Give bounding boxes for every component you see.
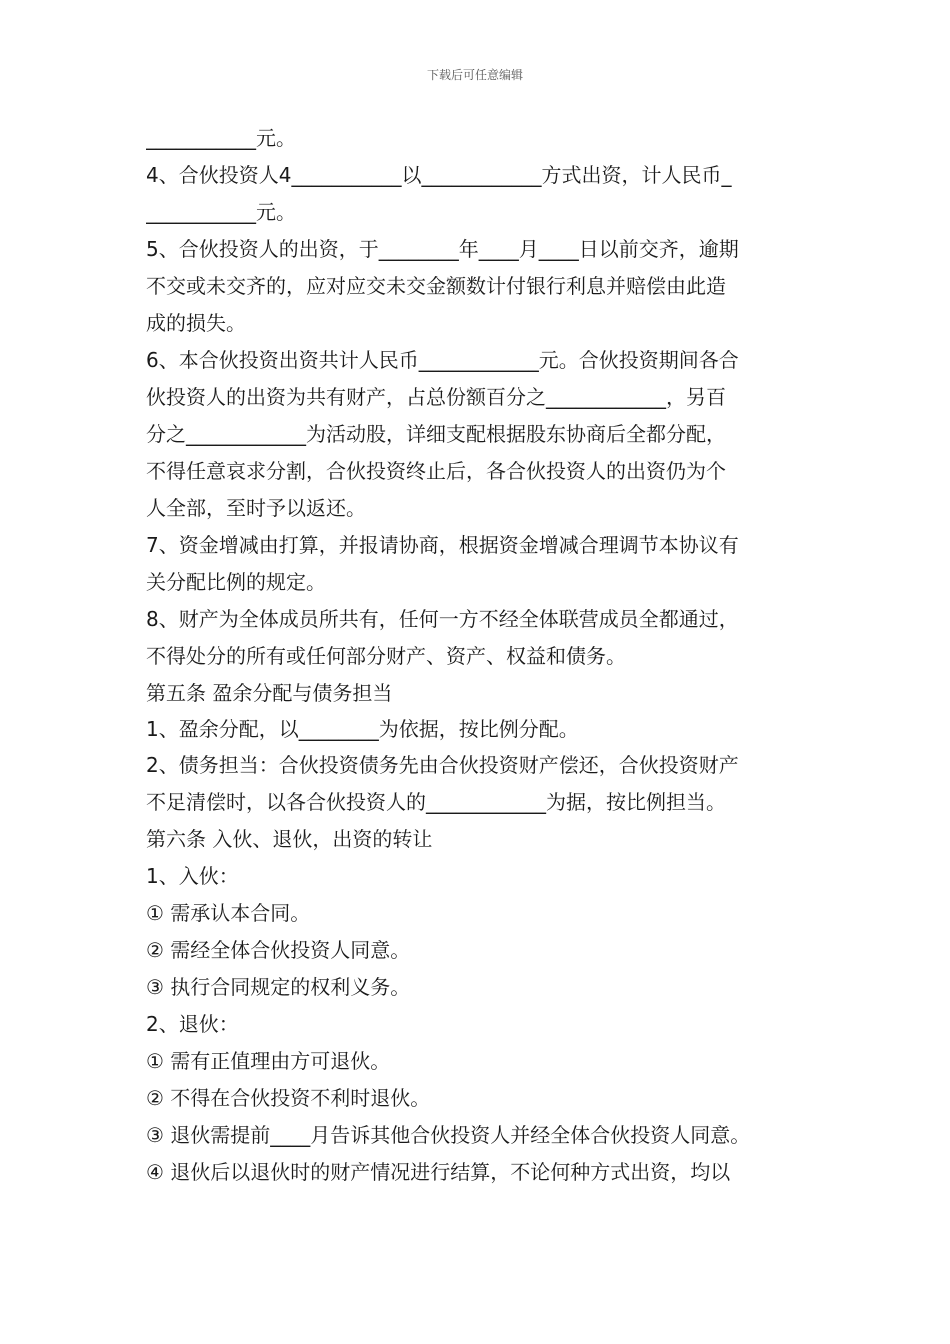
text-line: 1、入伙： — [146, 864, 239, 888]
list-item: ② 不得在合伙投资不利时退伙。 — [146, 1086, 431, 1110]
text-line: 2、退伙： — [146, 1012, 239, 1036]
text-line: 2、债务担当：合伙投资债务先由合伙投资财产偿还，合伙投资财产 — [146, 753, 739, 777]
text-line: 6、本合伙投资出资共计人民币____________元。合伙投资期间各合 — [146, 348, 739, 372]
text-line: 不足清偿时，以各合伙投资人的____________为据，按比例担当。 — [146, 790, 726, 814]
text-line: 8、财产为全体成员所共有，任何一方不经全体联营成员全都通过， — [146, 607, 739, 631]
section-heading: 第六条 入伙、退伙，出资的转让 — [146, 827, 433, 851]
section-heading: 第五条 盈余分配与债务担当 — [146, 681, 393, 705]
list-item: ③ 执行合同规定的权利义务。 — [146, 975, 411, 999]
text-line: 关分配比例的规定。 — [146, 570, 326, 594]
text-line: 分之____________为活动股，详细支配根据股东协商后全都分配， — [146, 422, 726, 446]
text-line: 4、合伙投资人4___________以____________方式出资，计人民币_ — [146, 163, 732, 187]
list-item: ① 需承认本合同。 — [146, 901, 311, 925]
text-line: 不得任意哀求分割，合伙投资终止后，各合伙投资人的出资仍为个 — [146, 459, 726, 483]
list-item: ③ 退伙需提前____月告诉其他合伙投资人并经全体合伙投资人同意。 — [146, 1123, 751, 1147]
text-line: 1、盈余分配，以________为依据，按比例分配。 — [146, 717, 579, 741]
text-line: 成的损失。 — [146, 311, 246, 335]
text-line: 伙投资人的出资为共有财产，占总份额百分之____________，另百 — [146, 385, 726, 409]
page-header: 下载后可任意编辑 — [426, 68, 523, 82]
text-line: 7、资金增减由打算，并报请协商，根据资金增减合理调节本协议有 — [146, 533, 739, 557]
list-item: ① 需有正值理由方可退伙。 — [146, 1049, 391, 1073]
text-line: 人全部，至时予以返还。 — [146, 496, 366, 520]
text-line: 不交或未交齐的，应对应交未交金额数计付银行利息并赔偿由此造 — [146, 274, 726, 298]
list-item: ② 需经全体合伙投资人同意。 — [146, 938, 411, 962]
text-line: 5、合伙投资人的出资，于________年____月____日以前交齐，逾期 — [146, 237, 739, 261]
list-item: ④ 退伙后以退伙时的财产情况进行结算，不论何种方式出资，均以 — [146, 1160, 731, 1184]
text-line: 不得处分的所有或任何部分财产、资产、权益和债务。 — [146, 644, 626, 668]
document-body — [146, 120, 826, 1191]
text-line: ___________元。 — [146, 200, 296, 224]
text-line: ___________元。 — [146, 126, 296, 150]
